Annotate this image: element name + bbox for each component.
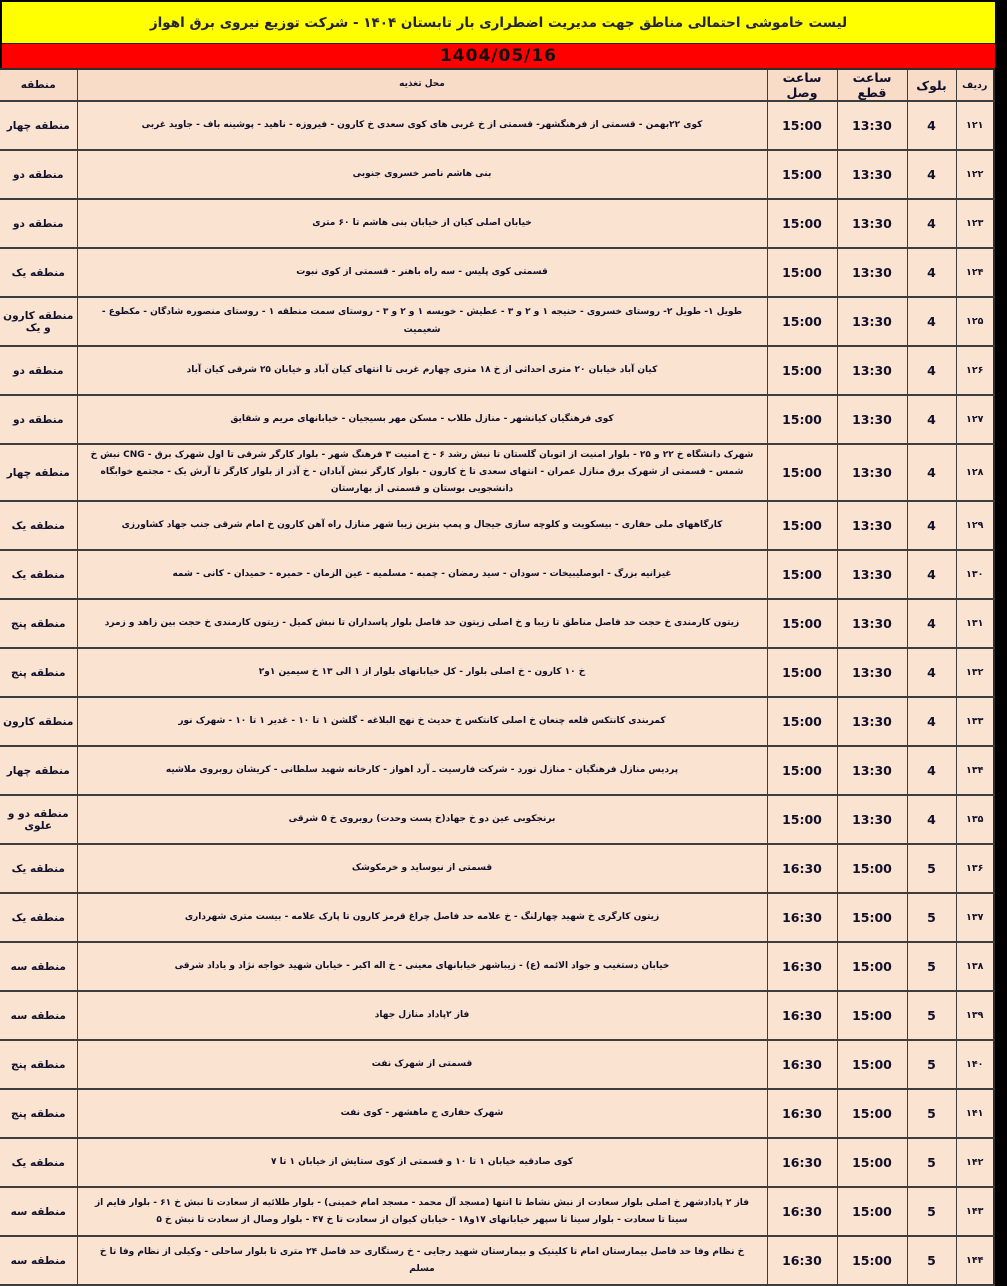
block-cell: 5 bbox=[907, 1187, 956, 1236]
feeding-location-cell: غیزانیه بزرگ - ابوصلیبیخات - سودان - سید رمضان - چمبه - مسلمیه - عین الزمان - حمیره - حمیدان - کانی - شمه bbox=[77, 550, 767, 599]
cut-time-cell: 15:00 bbox=[837, 1187, 907, 1236]
feeding-location-cell: زیتون کارمندی خ حجت حد فاصل مناطق تا زیبا و خ اصلی زیتون حد فاصل بلوار پاسداران تا نبش کمیل - زیتون کارمندی خ حجت بین زاهد و زمرد bbox=[77, 599, 767, 648]
header-region: منطقه bbox=[0, 69, 77, 101]
cut-time-cell: 15:00 bbox=[837, 893, 907, 942]
table-row bbox=[0, 395, 994, 444]
row-number-cell: ۱۳۵ bbox=[956, 795, 994, 844]
feeding-location-cell: قسمتی کوی پلیس - سه راه باهنر - قسمتی از کوی نبوت bbox=[77, 248, 767, 297]
row-number-cell: ۱۴۲ bbox=[956, 1138, 994, 1187]
reconnect-time-cell: 15:00 bbox=[767, 697, 837, 746]
reconnect-time-cell: 16:30 bbox=[767, 893, 837, 942]
table-row bbox=[0, 1187, 994, 1236]
header-cut-time: ساعت قطع bbox=[837, 69, 907, 101]
feeding-location-cell: خیابان دستغیب و جواد الائمه (ع) - زیباشهر خیابانهای معینی - خ اله اکبر - خیابان شهید خواجه نژاد و یاداد شرقی bbox=[77, 942, 767, 991]
cut-time-cell: 15:00 bbox=[837, 1089, 907, 1138]
outage-schedule-sheet bbox=[2, 2, 995, 1272]
feeding-location-cell: قسمتی از نیوساید و خرمکوشک bbox=[77, 844, 767, 893]
reconnect-time-cell: 16:30 bbox=[767, 1187, 837, 1236]
region-cell: منطقه سه bbox=[0, 1236, 77, 1285]
row-number-cell: ۱۳۲ bbox=[956, 648, 994, 697]
feeding-location-cell: برنجکوبی عین دو خ جهاد(خ پست وحدت) روبروی خ ۵ شرقی bbox=[77, 795, 767, 844]
row-number-cell: ۱۳۴ bbox=[956, 746, 994, 795]
block-cell: 4 bbox=[907, 599, 956, 648]
reconnect-time-cell: 15:00 bbox=[767, 248, 837, 297]
row-number-cell: ۱۳۸ bbox=[956, 942, 994, 991]
reconnect-time-cell: 16:30 bbox=[767, 1089, 837, 1138]
block-cell: 5 bbox=[907, 1138, 956, 1187]
block-cell: 4 bbox=[907, 444, 956, 501]
reconnect-time-cell: 15:00 bbox=[767, 501, 837, 550]
feeding-location-cell: فاز ۲ پادادشهر خ اصلی بلوار سعادت از نبش نشاط تا انتها (مسجد آل محمد - مسجد امام خمینی) - بلوار طلائیه از سعادت تا نبش خ ۶۱ - بلوار قایم از سینا تا سعادت - بلوار سینا تا سپهر خیابانهای ۱۷و۱۸ - خیابان کیوان از سعادت تا خ ۴۷ - بلوار وصال از سعادت تا نبش خ ۵ bbox=[77, 1187, 767, 1236]
row-number-cell: ۱۲۵ bbox=[956, 297, 994, 346]
block-cell: 4 bbox=[907, 150, 956, 199]
block-cell: 4 bbox=[907, 501, 956, 550]
reconnect-time-cell: 16:30 bbox=[767, 1236, 837, 1285]
page-title: لیست خاموشی احتمالی مناطق جهت مدیریت اضطراری بار تابستان ۱۴۰۴ - شرکت توزیع نیروی برق اهواز bbox=[149, 14, 848, 31]
table-row bbox=[0, 248, 994, 297]
reconnect-time-cell: 15:00 bbox=[767, 599, 837, 648]
region-cell: منطقه دو bbox=[0, 395, 77, 444]
block-cell: 4 bbox=[907, 550, 956, 599]
feeding-location-cell: شهرک دانشگاه خ ۲۲ و ۲۵ - بلوار امنیت از اتوبان گلستان تا نبش رشد ۶ - خ امنیت ۳ فرهنگ شهر - بلوار کارگر شرقی تا اول شهرک برق - CNG نبش خ شمس - قسمتی از شهرک برق منازل عمران - انتهای سعدی تا خ کارون - بلوار کارگر نبش آبادان - خ آذر از بلوار کارگر تا آرش یک - مجتمع خوابگاه دانشجویی بوستان و قسمتی از بهارستان bbox=[77, 444, 767, 501]
region-cell: منطقه پنج bbox=[0, 599, 77, 648]
row-number-cell: ۱۳۷ bbox=[956, 893, 994, 942]
header-row-number: ردیف bbox=[956, 69, 994, 101]
reconnect-time-cell: 15:00 bbox=[767, 150, 837, 199]
outage-table bbox=[0, 68, 995, 1286]
cut-time-cell: 13:30 bbox=[837, 199, 907, 248]
row-number-cell: ۱۴۴ bbox=[956, 1236, 994, 1285]
table-row bbox=[0, 199, 994, 248]
cut-time-cell: 15:00 bbox=[837, 942, 907, 991]
cut-time-cell: 13:30 bbox=[837, 501, 907, 550]
reconnect-time-cell: 16:30 bbox=[767, 942, 837, 991]
region-cell: منطقه پنج bbox=[0, 1040, 77, 1089]
row-number-cell: ۱۳۳ bbox=[956, 697, 994, 746]
date-bar bbox=[2, 44, 995, 68]
header-reconnect-time: ساعت وصل bbox=[767, 69, 837, 101]
cut-time-cell: 15:00 bbox=[837, 1236, 907, 1285]
row-number-cell: ۱۲۳ bbox=[956, 199, 994, 248]
block-cell: 5 bbox=[907, 1236, 956, 1285]
cut-time-cell: 13:30 bbox=[837, 599, 907, 648]
feeding-location-cell: کوی ۲۲بهمن - قسمتی از فرهنگشهر- قسمتی از خ غربی های کوی سعدی خ کارون - فیروزه - ناهید - پوشینه باف - جاوید غربی bbox=[77, 101, 767, 150]
region-cell: منطقه دو و علوی bbox=[0, 795, 77, 844]
region-cell: منطقه پنج bbox=[0, 1089, 77, 1138]
reconnect-time-cell: 15:00 bbox=[767, 346, 837, 395]
region-cell: منطقه پنج bbox=[0, 648, 77, 697]
feeding-location-cell: پردیس منازل فرهنگیان - منازل نورد - شرکت فارسیت ـ آرد اهواز - کارخانه شهید سلطانی - کریشان روبروی ملاشیه bbox=[77, 746, 767, 795]
feeding-location-cell: کیان آباد خیابان ۲۰ متری احداثی از خ ۱۸ متری چهارم غربی تا انتهای کیان آباد و خیابان ۲۵ شرقی کیان آباد bbox=[77, 346, 767, 395]
block-cell: 5 bbox=[907, 844, 956, 893]
header-location: محل تغذیه bbox=[77, 69, 767, 101]
region-cell: منطقه سه bbox=[0, 1187, 77, 1236]
region-cell: منطقه یک bbox=[0, 893, 77, 942]
block-cell: 4 bbox=[907, 395, 956, 444]
reconnect-time-cell: 15:00 bbox=[767, 746, 837, 795]
region-cell: منطقه دو bbox=[0, 199, 77, 248]
cut-time-cell: 13:30 bbox=[837, 444, 907, 501]
region-cell: منطقه کارون bbox=[0, 697, 77, 746]
table-row bbox=[0, 1138, 994, 1187]
region-cell: منطقه کارون و یک bbox=[0, 297, 77, 346]
region-cell: منطقه سه bbox=[0, 991, 77, 1040]
region-cell: منطقه چهار bbox=[0, 444, 77, 501]
block-cell: 5 bbox=[907, 1089, 956, 1138]
row-number-cell: ۱۲۷ bbox=[956, 395, 994, 444]
table-row bbox=[0, 150, 994, 199]
region-cell: منطقه یک bbox=[0, 550, 77, 599]
reconnect-time-cell: 16:30 bbox=[767, 991, 837, 1040]
reconnect-time-cell: 15:00 bbox=[767, 297, 837, 346]
row-number-cell: ۱۳۱ bbox=[956, 599, 994, 648]
reconnect-time-cell: 16:30 bbox=[767, 1040, 837, 1089]
block-cell: 4 bbox=[907, 648, 956, 697]
header-block: بلوک bbox=[907, 69, 956, 101]
cut-time-cell: 13:30 bbox=[837, 101, 907, 150]
cut-time-cell: 13:30 bbox=[837, 746, 907, 795]
feeding-location-cell: کوی صادقیه خیابان ۱ تا ۱۰ و قسمتی از کوی ستایش از خیابان ۱ تا ۷ bbox=[77, 1138, 767, 1187]
region-cell: منطقه چهار bbox=[0, 746, 77, 795]
feeding-location-cell: خ نظام وفا حد فاصل بیمارستان امام تا کلینیک و بیمارستان شهید رجایی - خ رستگاری حد فاصل ۲۴ متری تا بلوار ساحلی - وکیلی از نظام وفا تا خ مسلم bbox=[77, 1236, 767, 1285]
reconnect-time-cell: 16:30 bbox=[767, 1138, 837, 1187]
table-row bbox=[0, 648, 994, 697]
cut-time-cell: 13:30 bbox=[837, 550, 907, 599]
reconnect-time-cell: 16:30 bbox=[767, 844, 837, 893]
row-number-cell: ۱۲۶ bbox=[956, 346, 994, 395]
table-row bbox=[0, 550, 994, 599]
row-number-cell: ۱۳۶ bbox=[956, 844, 994, 893]
table-row bbox=[0, 346, 994, 395]
feeding-location-cell: خ ۱۰ کارون - خ اصلی بلوار - کل خیابانهای بلوار از ۱ الی ۱۳ خ سیمین ۱و۲ bbox=[77, 648, 767, 697]
cut-time-cell: 13:30 bbox=[837, 697, 907, 746]
row-number-cell: ۱۳۹ bbox=[956, 991, 994, 1040]
table-row bbox=[0, 991, 994, 1040]
block-cell: 4 bbox=[907, 297, 956, 346]
title-bar bbox=[2, 2, 995, 44]
block-cell: 5 bbox=[907, 1040, 956, 1089]
feeding-location-cell: طویل ۱- طویل ۲- روستای خسروی - حنیجه ۱ و ۲ و ۳ - عطیش - خویسه ۱ و ۲ و ۳ - روستای سمت منطقه ۱ - روستای منصوره شادگان - مکطوع - شعیمیت bbox=[77, 297, 767, 346]
row-number-cell: ۱۴۱ bbox=[956, 1089, 994, 1138]
table-row bbox=[0, 599, 994, 648]
schedule-date: 1404/05/16 bbox=[439, 46, 558, 66]
table-row bbox=[0, 1236, 994, 1285]
table-row bbox=[0, 746, 994, 795]
feeding-location-cell: کارگاههای ملی حفاری - بیسکویت و کلوچه سازی جیجال و پمپ بنزین زیبا شهر منازل راه آهن کارون خ امام شرقی جنب جهاد کشاورزی bbox=[77, 501, 767, 550]
row-number-cell: ۱۲۹ bbox=[956, 501, 994, 550]
block-cell: 5 bbox=[907, 991, 956, 1040]
reconnect-time-cell: 15:00 bbox=[767, 795, 837, 844]
feeding-location-cell: بنی هاشم ناصر خسروی جنوبی bbox=[77, 150, 767, 199]
cut-time-cell: 13:30 bbox=[837, 346, 907, 395]
block-cell: 5 bbox=[907, 893, 956, 942]
region-cell: منطقه یک bbox=[0, 248, 77, 297]
block-cell: 4 bbox=[907, 248, 956, 297]
cut-time-cell: 13:30 bbox=[837, 297, 907, 346]
block-cell: 4 bbox=[907, 199, 956, 248]
feeding-location-cell: کمربندی کانتکس قلعه چنعان خ اصلی کانتکس خ حدیث خ نهج البلاغه - گلشن ۱ تا ۱۰ - غدیر ۱ تا ۱۰ - شهرک نور bbox=[77, 697, 767, 746]
region-cell: منطقه یک bbox=[0, 501, 77, 550]
row-number-cell: ۱۴۰ bbox=[956, 1040, 994, 1089]
block-cell: 4 bbox=[907, 346, 956, 395]
cut-time-cell: 15:00 bbox=[837, 1138, 907, 1187]
feeding-location-cell: فاز ۲پاداد منازل جهاد bbox=[77, 991, 767, 1040]
table-row bbox=[0, 1089, 994, 1138]
row-number-cell: ۱۲۸ bbox=[956, 444, 994, 501]
block-cell: 4 bbox=[907, 746, 956, 795]
table-row bbox=[0, 697, 994, 746]
row-number-cell: ۱۲۲ bbox=[956, 150, 994, 199]
region-cell: منطقه دو bbox=[0, 150, 77, 199]
feeding-location-cell: قسمتی از شهرک نفت bbox=[77, 1040, 767, 1089]
table-row bbox=[0, 444, 994, 501]
cut-time-cell: 13:30 bbox=[837, 795, 907, 844]
table-row bbox=[0, 795, 994, 844]
table-row bbox=[0, 101, 994, 150]
table-row bbox=[0, 942, 994, 991]
cut-time-cell: 13:30 bbox=[837, 248, 907, 297]
region-cell: منطقه دو bbox=[0, 346, 77, 395]
row-number-cell: ۱۲۴ bbox=[956, 248, 994, 297]
cut-time-cell: 13:30 bbox=[837, 395, 907, 444]
reconnect-time-cell: 15:00 bbox=[767, 199, 837, 248]
table-row bbox=[0, 297, 994, 346]
reconnect-time-cell: 15:00 bbox=[767, 444, 837, 501]
region-cell: منطقه چهار bbox=[0, 101, 77, 150]
block-cell: 4 bbox=[907, 697, 956, 746]
table-row bbox=[0, 893, 994, 942]
reconnect-time-cell: 15:00 bbox=[767, 395, 837, 444]
region-cell: منطقه سه bbox=[0, 942, 77, 991]
region-cell: منطقه یک bbox=[0, 844, 77, 893]
feeding-location-cell: شهرک حفاری ج ماهشهر - کوی نفت bbox=[77, 1089, 767, 1138]
reconnect-time-cell: 15:00 bbox=[767, 101, 837, 150]
reconnect-time-cell: 15:00 bbox=[767, 648, 837, 697]
cut-time-cell: 15:00 bbox=[837, 1040, 907, 1089]
row-number-cell: ۱۲۱ bbox=[956, 101, 994, 150]
header-row bbox=[0, 69, 994, 101]
region-cell: منطقه یک bbox=[0, 1138, 77, 1187]
reconnect-time-cell: 15:00 bbox=[767, 550, 837, 599]
block-cell: 5 bbox=[907, 942, 956, 991]
feeding-location-cell: زیتون کارگری خ شهید چهارلنگ - خ علامه حد فاصل چراغ قرمز کارون تا پارک علامه - بیست متری شهرداری bbox=[77, 893, 767, 942]
table-row bbox=[0, 1040, 994, 1089]
cut-time-cell: 13:30 bbox=[837, 648, 907, 697]
row-number-cell: ۱۴۳ bbox=[956, 1187, 994, 1236]
table-row bbox=[0, 501, 994, 550]
table-body bbox=[0, 101, 994, 1285]
feeding-location-cell: کوی فرهنگیان کیانشهر - منازل طلاب - مسکن مهر بسیجیان - خیابانهای مریم و شقایق bbox=[77, 395, 767, 444]
feeding-location-cell: خیابان اصلی کیان از خیابان بنی هاشم تا ۶۰ متری bbox=[77, 199, 767, 248]
table-row bbox=[0, 844, 994, 893]
cut-time-cell: 15:00 bbox=[837, 991, 907, 1040]
cut-time-cell: 13:30 bbox=[837, 150, 907, 199]
row-number-cell: ۱۳۰ bbox=[956, 550, 994, 599]
block-cell: 4 bbox=[907, 795, 956, 844]
table-header bbox=[0, 69, 994, 101]
block-cell: 4 bbox=[907, 101, 956, 150]
cut-time-cell: 15:00 bbox=[837, 844, 907, 893]
